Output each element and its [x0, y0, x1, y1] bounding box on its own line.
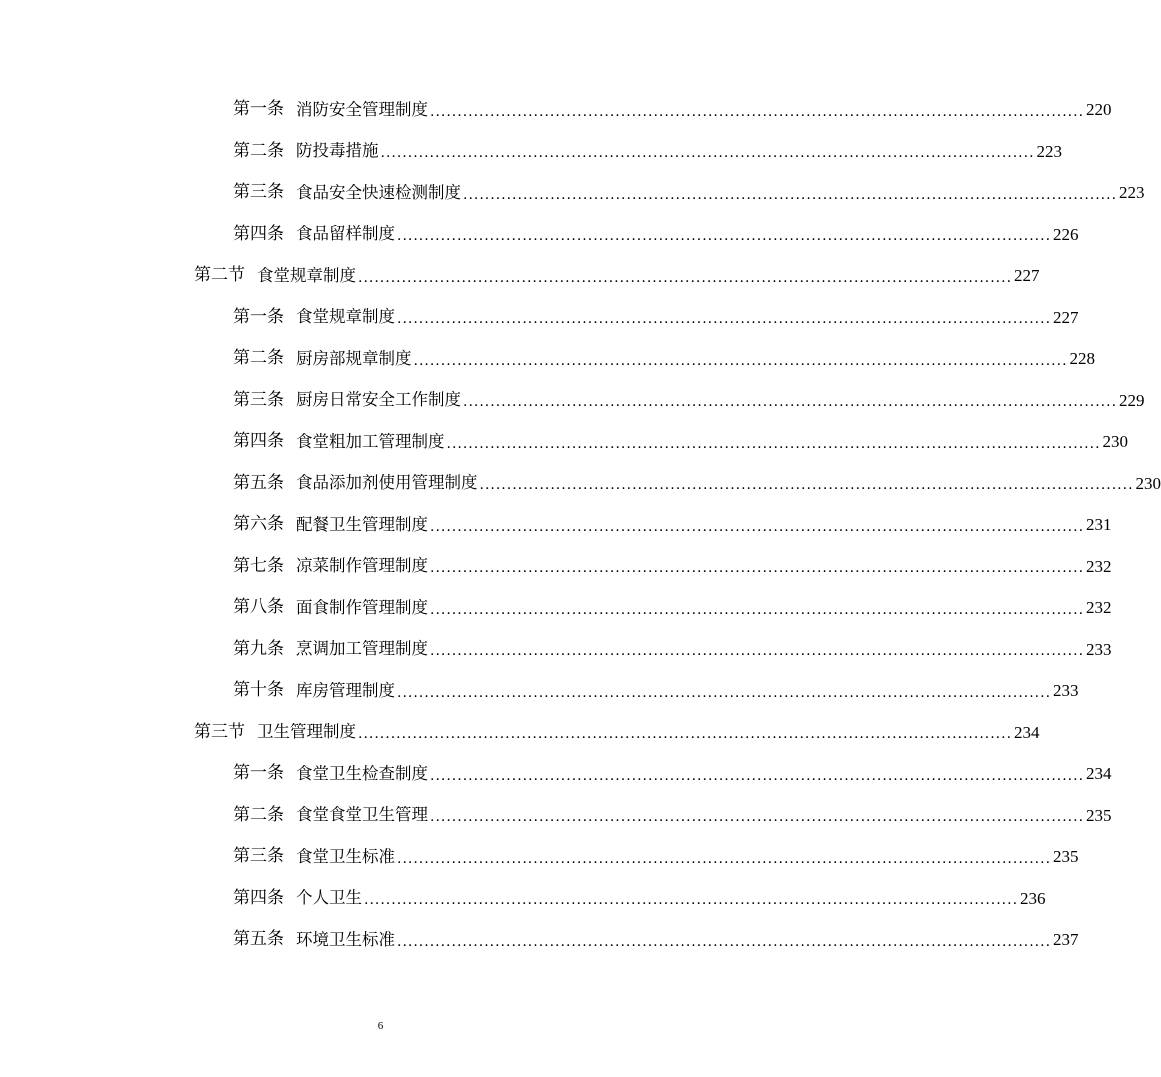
toc-article-entry[interactable]	[233, 504, 1112, 546]
dot-leader: ........................................................................................................................	[463, 186, 1118, 203]
toc-article-entry[interactable]	[233, 629, 1112, 671]
toc-entry-number: 第三条	[233, 846, 284, 867]
toc-entry-number: 第一条	[233, 306, 284, 327]
dot-leader: ........................................................................................................................	[397, 311, 1052, 327]
toc-entry-title: 食堂食堂卫生管理	[296, 805, 428, 824]
toc-entry-page: 230	[1135, 473, 1161, 493]
toc-entry-number: 第二条	[233, 348, 284, 369]
toc-article-entry[interactable]	[233, 338, 1096, 380]
dot-leader: ........................................................................................................................	[397, 933, 1052, 950]
toc-entry-page: 237	[1053, 930, 1079, 950]
toc-entry-title: 食堂粗加工管理制度	[296, 431, 445, 451]
toc-article-entry[interactable]	[233, 463, 1161, 505]
toc-entry-title: 凉菜制作管理制度	[296, 556, 428, 575]
dot-leader: ........................................................................................................................	[380, 145, 1035, 161]
toc-entry-title: 厨房日常安全工作制度	[296, 390, 461, 409]
toc-entry-title: 防投毒措施	[296, 141, 379, 160]
toc-entry-number: 第六条	[233, 514, 284, 535]
dot-leader: ........................................................................................................................	[430, 560, 1085, 576]
toc-article-entry[interactable]	[233, 172, 1145, 214]
dot-leader: ........................................................................................................................	[430, 809, 1085, 825]
toc-entry-number: 第九条	[233, 638, 284, 659]
toc-entry-title: 食品添加剂使用管理制度	[296, 473, 478, 492]
toc-entry-number: 第四条	[233, 431, 284, 452]
toc-section-entry[interactable]	[194, 712, 1040, 754]
toc-entry-number: 第四条	[233, 223, 284, 244]
toc-article-entry[interactable]	[233, 421, 1129, 463]
toc-entry-number: 第十条	[233, 680, 284, 701]
toc-entry-title: 配餐卫生管理制度	[296, 514, 428, 534]
toc-entry-page: 223	[1036, 141, 1063, 161]
toc-entry-page: 226	[1053, 224, 1079, 244]
dot-leader: ........................................................................................................................	[446, 435, 1101, 452]
dot-leader: ........................................................................................................................	[430, 767, 1085, 784]
toc-article-entry[interactable]	[233, 131, 1063, 173]
toc-entry-title: 消防安全管理制度	[296, 99, 428, 119]
toc-article-entry[interactable]	[233, 878, 1046, 920]
toc-article-entry[interactable]	[233, 89, 1112, 131]
toc-entry-title: 烹调加工管理制度	[296, 639, 428, 658]
toc-entry-number: 第一条	[233, 763, 284, 784]
toc-entry-title: 食堂卫生标准	[296, 846, 395, 866]
toc-article-entry[interactable]	[233, 546, 1112, 588]
dot-leader: ........................................................................................................................	[364, 892, 1019, 908]
toc-entry-title: 食堂规章制度	[257, 265, 356, 285]
toc-entry-title: 食品留样制度	[296, 224, 395, 243]
toc-entry-title: 面食制作管理制度	[296, 597, 428, 617]
toc-entry-title: 个人卫生	[296, 888, 362, 907]
toc-entry-page: 232	[1086, 598, 1112, 618]
toc-entry-number: 第五条	[233, 472, 284, 493]
toc-article-entry[interactable]	[233, 919, 1079, 961]
toc-entry-number: 第二条	[233, 804, 284, 825]
toc-entry-page: 234	[1014, 722, 1040, 742]
toc-entry-number: 第三条	[233, 389, 284, 410]
toc-entry-title: 食品安全快速检测制度	[296, 182, 461, 202]
toc-article-entry[interactable]	[233, 753, 1112, 795]
toc-entry-page: 227	[1053, 307, 1079, 327]
toc-entry-page: 235	[1086, 805, 1112, 825]
dot-leader: ........................................................................................................................	[358, 726, 1013, 742]
toc-article-entry[interactable]	[233, 670, 1079, 712]
dot-leader: ........................................................................................................................	[397, 228, 1052, 244]
page-number: 6	[377, 1020, 384, 1032]
toc-entry-number: 第二节	[194, 265, 245, 286]
toc-article-entry[interactable]	[233, 214, 1079, 256]
dot-leader: ........................................................................................................................	[413, 352, 1068, 369]
toc-entry-title: 食堂规章制度	[296, 307, 395, 326]
toc-entry-title: 库房管理制度	[296, 680, 395, 700]
toc-entry-number: 第七条	[233, 555, 284, 576]
dot-leader: ........................................................................................................................	[430, 518, 1085, 535]
toc-entry-page: 236	[1020, 888, 1046, 908]
toc-entry-page: 234	[1086, 764, 1112, 784]
dot-leader: ........................................................................................................................	[430, 601, 1085, 618]
toc-entry-page: 227	[1014, 266, 1040, 286]
toc-section-entry[interactable]	[194, 255, 1040, 297]
toc-entry-page: 230	[1102, 432, 1129, 452]
dot-leader: ........................................................................................................................	[397, 850, 1052, 867]
toc-entry-number: 第三条	[233, 182, 284, 203]
toc-entry-page: 228	[1069, 349, 1096, 369]
toc-article-entry[interactable]	[233, 380, 1145, 422]
table-of-contents	[0, 89, 1161, 961]
toc-entry-number: 第八条	[233, 597, 284, 618]
toc-entry-number: 第四条	[233, 887, 284, 908]
toc-entry-title: 厨房部规章制度	[296, 348, 412, 368]
toc-entry-number: 第二条	[233, 140, 284, 161]
toc-entry-number: 第三节	[194, 721, 245, 742]
toc-entry-page: 233	[1086, 639, 1112, 659]
toc-article-entry[interactable]	[233, 836, 1079, 878]
toc-entry-page: 223	[1119, 183, 1145, 203]
dot-leader: ........................................................................................................................	[430, 643, 1085, 659]
toc-entry-title: 卫生管理制度	[257, 722, 356, 741]
toc-entry-page: 220	[1086, 100, 1112, 120]
dot-leader: ........................................................................................................................	[358, 269, 1013, 286]
toc-entry-page: 235	[1053, 847, 1079, 867]
toc-article-entry[interactable]	[233, 795, 1112, 837]
toc-entry-page: 231	[1086, 515, 1112, 535]
toc-entry-title: 食堂卫生检查制度	[296, 763, 428, 783]
dot-leader: ........................................................................................................................	[479, 477, 1134, 493]
toc-entry-number: 第五条	[233, 929, 284, 950]
toc-entry-title: 环境卫生标准	[296, 929, 395, 949]
dot-leader: ........................................................................................................................	[463, 394, 1118, 410]
toc-entry-page: 233	[1053, 681, 1079, 701]
toc-entry-page: 232	[1086, 556, 1112, 576]
dot-leader: ........................................................................................................................	[430, 103, 1085, 120]
toc-entry-page: 229	[1119, 390, 1145, 410]
dot-leader: ........................................................................................................................	[397, 684, 1052, 701]
toc-article-entry[interactable]	[233, 297, 1079, 339]
toc-entry-number: 第一条	[233, 99, 284, 120]
toc-article-entry[interactable]	[233, 587, 1112, 629]
